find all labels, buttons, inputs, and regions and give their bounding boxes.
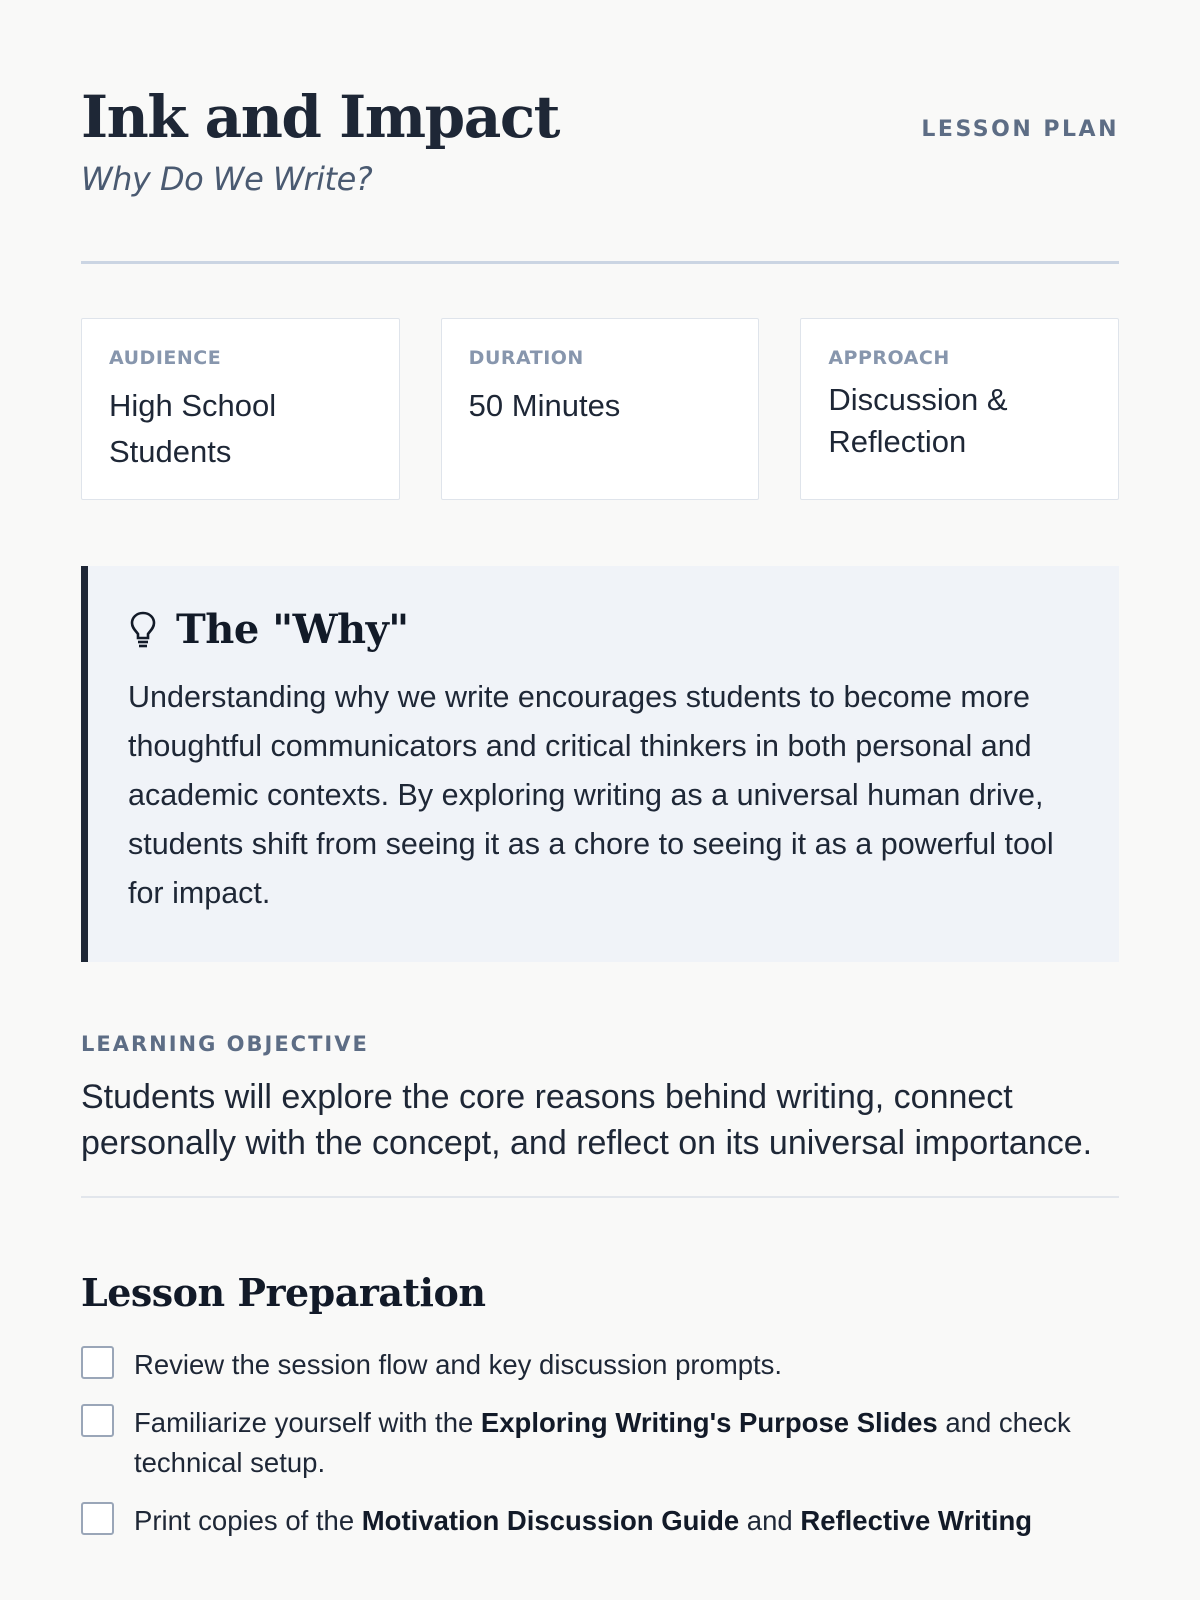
checklist-item-text	[134, 1501, 1032, 1541]
card-label: DURATION	[468, 347, 584, 369]
checklist-item	[81, 1403, 1119, 1483]
card-value: High School Students	[109, 388, 277, 469]
why-body-text: Understanding why we write encourages students to become more thoughtful communicators and critical thinkers in both personal and academic contexts. By exploring writing as a universal human drive, students shift from seeing it as a chore to seeing it as a powerful tool for impact.	[128, 680, 1054, 910]
lightbulb-icon	[128, 610, 158, 650]
item-text: and check technical setup.	[134, 1407, 1071, 1478]
lesson-preparation	[81, 1270, 1119, 1541]
checklist-item-text	[134, 1403, 1119, 1483]
item-text: Print copies of the	[134, 1505, 362, 1536]
page-subtitle: Why Do We Write?	[81, 160, 373, 198]
duration-card	[441, 318, 760, 500]
item-resource-name: Motivation Discussion Guide	[361, 1505, 740, 1536]
card-value: 50 Minutes	[468, 388, 621, 423]
item-resource-name: Exploring Writing's Purpose Slides	[480, 1407, 938, 1438]
checklist-item-text	[134, 1345, 782, 1385]
preparation-title: Lesson Preparation	[81, 1270, 486, 1315]
checklist-checkbox[interactable]	[81, 1404, 114, 1437]
card-label: APPROACH	[828, 347, 950, 369]
approach-card	[800, 318, 1119, 500]
item-resource-name: Reflective Writing	[800, 1505, 1033, 1536]
card-value: Discussion & Reflection	[828, 382, 1008, 459]
page-header	[81, 0, 1119, 264]
item-text: and	[739, 1505, 801, 1536]
checklist-checkbox[interactable]	[81, 1346, 114, 1379]
checklist-checkbox[interactable]	[81, 1502, 114, 1535]
preparation-checklist	[81, 1345, 1119, 1541]
page-title: Ink and Impact	[81, 83, 559, 151]
info-cards	[81, 318, 1119, 500]
learning-objective	[81, 1032, 1119, 1198]
objective-label: LEARNING OBJECTIVE	[81, 1032, 369, 1056]
why-title: The "Why"	[176, 606, 409, 653]
item-text: Familiarize yourself with the	[134, 1407, 481, 1438]
checklist-item	[81, 1345, 1119, 1385]
why-callout	[81, 566, 1119, 962]
why-heading	[128, 606, 1079, 653]
objective-text: Students will explore the core reasons behind writing, connect personally with the concept, and reflect on its universal importance.	[81, 1078, 1093, 1162]
checklist-item	[81, 1501, 1119, 1541]
audience-card	[81, 318, 400, 500]
document-type-label: LESSON PLAN	[921, 117, 1119, 142]
item-text: Review the session flow and key discussion prompts.	[134, 1349, 783, 1380]
card-label: AUDIENCE	[109, 347, 222, 369]
